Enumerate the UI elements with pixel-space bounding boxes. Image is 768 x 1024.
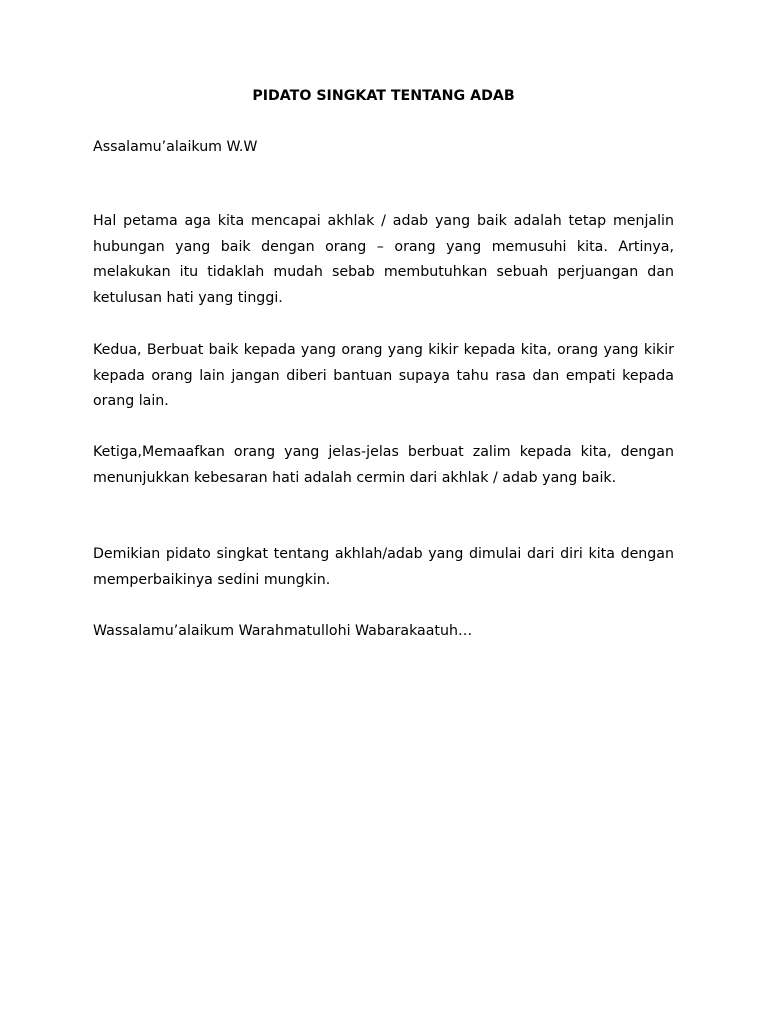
paragraph-3: Ketiga,Memaafkan orang yang jelas-jelas berbuat zalim kepada kita, dengan menunjukkan kebesaran hati adalah cermin dari akhlak / adab yang baik.	[93, 444, 674, 486]
paragraph-4: Demikian pidato singkat tentang akhlah/adab yang dimulai dari diri kita dengan memperbaikinya sedini mungkin.	[93, 546, 674, 588]
closing: Wassalamu’alaikum Warahmatullohi Wabarakaatuh…	[93, 623, 473, 639]
document-title: PIDATO SINGKAT TENTANG ADAB	[252, 88, 515, 104]
paragraph-1: Hal petama aga kita mencapai akhlak / adab yang baik adalah tetap menjalin hubungan yang baik dengan orang – orang yang memusuhi kita. Artinya, melakukan itu tidaklah mudah sebab membutuhkan sebuah perjuangan dan ketulusan hati yang tinggi.	[93, 213, 674, 306]
document-page	[93, 0, 674, 1024]
paragraph-2: Kedua, Berbuat baik kepada yang orang yang kikir kepada kita, orang yang kikir kepada orang lain jangan diberi bantuan supaya tahu rasa dan empati kepada orang lain.	[93, 342, 674, 410]
greeting: Assalamu’alaikum W.W	[93, 139, 258, 155]
